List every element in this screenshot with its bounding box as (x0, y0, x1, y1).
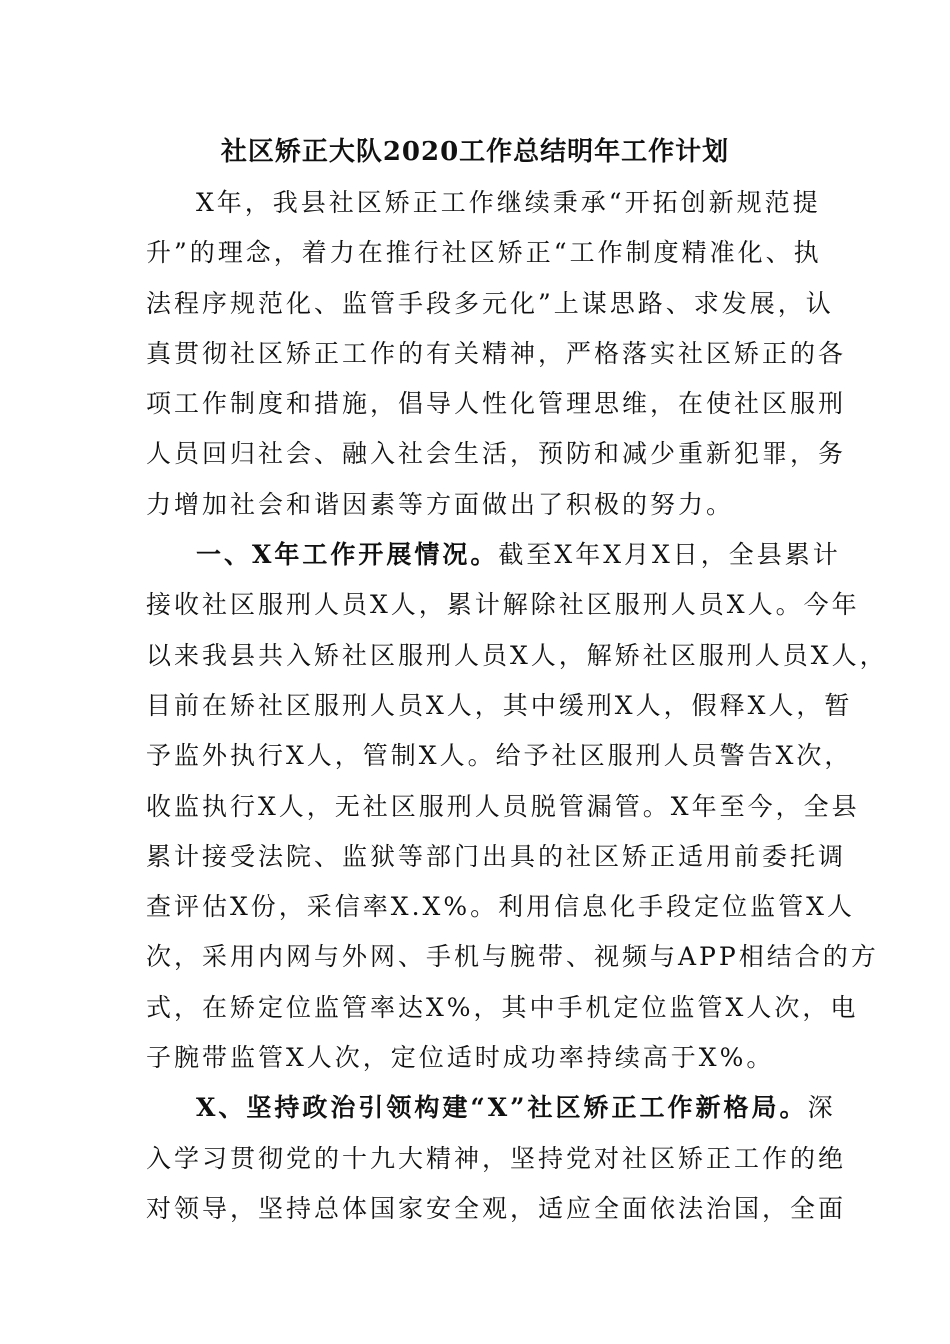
section-1-line: 目前在矫社区服刑人员X人，其中缓刑X人，假释X人，暂 (146, 690, 853, 720)
section-2-first-line (146, 1083, 836, 1133)
section-1-line: 次，采用内网与外网、手机与腕带、视频与APP相结合的方 (146, 942, 879, 972)
section-1-first-line (146, 530, 841, 580)
section-2-heading: X、坚持政治引领构建“X”社区矫正工作新格局。 (196, 1093, 808, 1123)
section-1-line: 予监外执行X人，管制X人。给予社区服刑人员警告X次， (146, 741, 853, 771)
section-1-first-line-text: 截至X年X月X日，全县累计 (498, 540, 841, 570)
paragraph-1-line: 人员回归社会、融入社会生活，预防和减少重新犯罪，务 (146, 439, 847, 469)
paragraph-1-line: 真贯彻社区矫正工作的有关精神，严格落实社区矫正的各 (146, 338, 847, 368)
paragraph-1-line: 法程序规范化、监管手段多元化”上谋思路、求发展，认 (146, 288, 834, 318)
paragraph-1-line: 升”的理念，着力在推行社区矫正“工作制度精准化、执 (146, 238, 822, 268)
paragraph-1-line: 项工作制度和措施，倡导人性化管理思维，在使社区服刑 (146, 389, 847, 419)
section-1-line: 以来我县共入矫社区服刑人员X人，解矫社区服刑人员X人， (146, 640, 888, 670)
section-2-line: 对领导，坚持总体国家安全观，适应全面依法治国，全面 (146, 1193, 847, 1223)
section-1-line: 接收社区服刑人员X人，累计解除社区服刑人员X人。今年 (146, 590, 860, 620)
document-body (146, 178, 888, 1234)
section-1-line: 查评估X份，采信率X.X%。利用信息化手段定位监管X人 (146, 892, 855, 922)
section-1-heading: 一、X年工作开展情况。 (196, 540, 499, 570)
section-1-line: 子腕带监管X人次，定位适时成功率持续高于X%。 (146, 1043, 775, 1073)
section-1-line: 式，在矫定位监管率达X%，其中手机定位监管X人次，电 (146, 992, 859, 1022)
section-2-line: 入学习贯彻党的十九大精神，坚持党对社区矫正工作的绝 (146, 1143, 847, 1173)
document-title: 社区矫正大队2020工作总结明年工作计划 (220, 137, 730, 167)
section-1-line: 收监执行X人，无社区服刑人员脱管漏管。X年至今，全县 (146, 791, 860, 821)
section-2-first-line-text: 深 (807, 1093, 836, 1123)
section-1-line: 累计接受法院、监狱等部门出具的社区矫正适用前委托调 (146, 841, 847, 871)
paragraph-1-line: X年，我县社区矫正工作继续秉承“开拓创新规范提 (196, 188, 821, 217)
paragraph-1-line: 力增加社会和谐因素等方面做出了积极的努力。 (146, 489, 735, 519)
